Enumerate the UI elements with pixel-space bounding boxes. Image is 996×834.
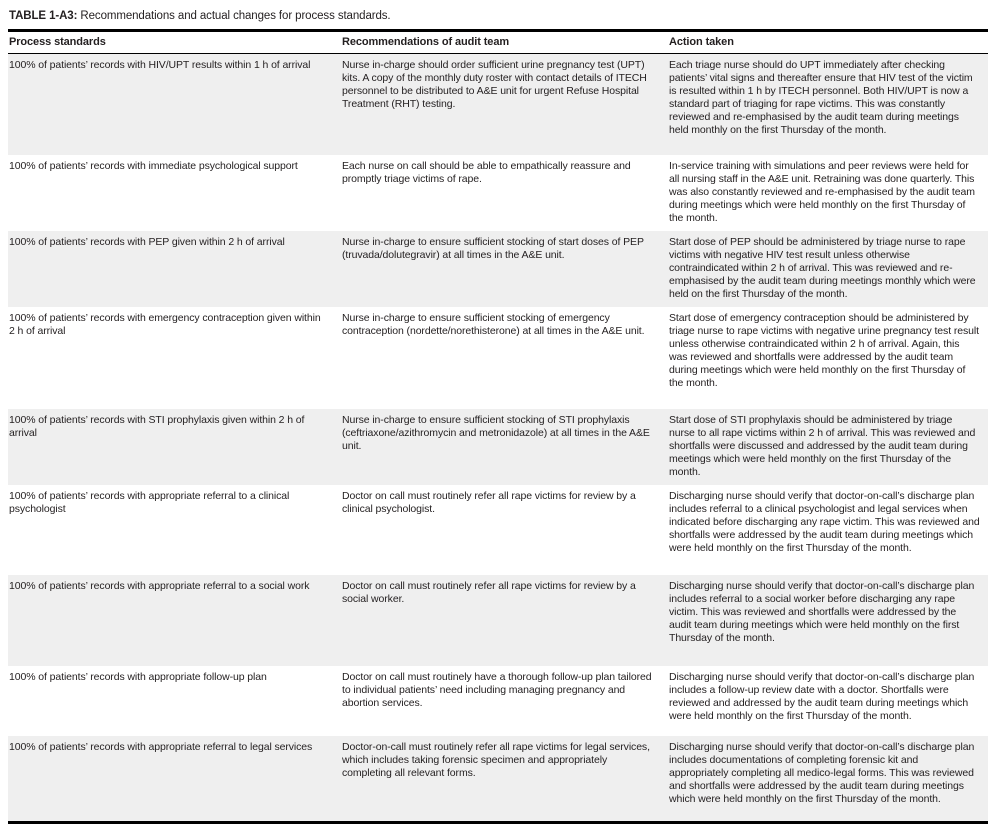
process-standard-cell: 100% of patients’ records with PEP given within 2 h of arrival: [9, 236, 285, 248]
recommendation-cell: Nurse in-charge to ensure sufficient stocking of start doses of PEP (truvada/dolutegravir) at all times in the A&E unit.: [342, 236, 644, 261]
action-taken-cell: Discharging nurse should verify that doctor-on-call’s discharge plan includes a follow-up review date with a doctor. Shortfalls were reviewed and addressed by the audit team during meetings which were held monthly on the first Thursday of the month.: [669, 671, 975, 722]
recommendation-cell: Doctor on call must routinely refer all rape victims for review by a clinical psychologist.: [342, 490, 636, 515]
table-row: [8, 666, 988, 736]
table-row: [8, 736, 988, 821]
action-taken-cell: Each triage nurse should do UPT immediately after checking patients’ vital signs and thereafter ensure that HIV test of the victim is resulted within 1 h by ITECH personnel. Both HIV/UPT is now a standard part of triaging for rape victims. This was constantly reviewed and re-emphasised by the audit team during meetings held monthly on the first Thursday of the month.: [669, 59, 973, 136]
action-taken-cell: Discharging nurse should verify that doctor-on-call’s discharge plan includes referral to a social worker before discharging any rape victim. This was reviewed and shortfalls were addressed by the audit team during meetings which were held monthly on the first Thursday of the month.: [669, 580, 975, 644]
action-taken-cell: Start dose of STI prophylaxis should be administered by triage nurse to all rape victims within 2 h of arrival. This was reviewed and shortfalls were discussed and addressed by the audit team during meetings which were held monthly on the first Thursday of the month.: [669, 414, 976, 478]
action-taken-cell: Start dose of PEP should be administered by triage nurse to rape victims with negative HIV test result unless otherwise contraindicated within 2 h of arrival. This was reviewed and re-emphasised by the audit team during meetings monthly which were held on the first Thursday of the month.: [669, 236, 976, 300]
process-standard-cell: 100% of patients’ records with appropriate referral to a clinical psychologist: [9, 490, 290, 515]
action-taken-cell: In-service training with simulations and peer reviews were held for all nursing staff in the A&E unit. Retraining was done quarterly. This was also constantly reviewed and re-emphasised by the audit team during meetings which were held monthly on the first Thursday of the month.: [669, 160, 975, 224]
process-standard-cell: 100% of patients’ records with STI prophylaxis given within 2 h of arrival: [9, 414, 305, 439]
table-row: [8, 231, 988, 307]
recommendation-cell: Each nurse on call should be able to empathically reassure and promptly triage victims of rape.: [342, 160, 631, 185]
table-caption-text: Recommendations and actual changes for process standards.: [77, 10, 391, 22]
recommendation-cell: Nurse in-charge to ensure sufficient stocking of STI prophylaxis (ceftriaxone/azithromycin and metronidazole) at all times in the A&E unit.: [342, 414, 650, 452]
action-taken-cell: Discharging nurse should verify that doctor-on-call’s discharge plan includes documentations of completing forensic kit and appropriately completing all medico-legal forms. This was reviewed and shortfalls were addressed by the audit team during meetings which were held monthly on the first Thursday of the month.: [669, 741, 975, 805]
recommendation-cell: Doctor on call must routinely have a thorough follow-up plan tailored to individual patients’ need including managing pregnancy and abortion services.: [342, 671, 652, 709]
process-standard-cell: 100% of patients’ records with immediate psychological support: [9, 160, 298, 172]
table-row: [8, 307, 988, 409]
recommendation-cell: Nurse in-charge should order sufficient urine pregnancy test (UPT) kits. A copy of the monthly duty roster with contact details of ITECH personnel to be distributed to A&E unit for urgent Refuse Hospital Treatment (RHT) testing.: [342, 59, 647, 110]
column-header-action-taken: Action taken: [669, 36, 734, 48]
column-header-process-standards: Process standards: [9, 36, 106, 48]
table-row: [8, 54, 988, 155]
table-1-a3: [8, 29, 988, 824]
action-taken-cell: Start dose of emergency contraception should be administered by triage nurse to rape victims with negative urine pregnancy test result unless otherwise contraindicated within 2 h of arrival. Again, this was reviewed and shortfalls were addressed by the audit team during meetings which were held monthly on the first Thursday of the month.: [669, 312, 979, 389]
process-standard-cell: 100% of patients’ records with appropriate follow-up plan: [9, 671, 267, 683]
process-standard-cell: 100% of patients’ records with emergency contraception given within 2 h of arrival: [9, 312, 321, 337]
action-taken-cell: Discharging nurse should verify that doctor-on-call’s discharge plan includes referral to a clinical psychologist and legal services when indicated before discharging any rape victim. This was reviewed and shortfalls were addressed by the audit team during meetings which were held monthly on the first Thursday of the month.: [669, 490, 980, 554]
table-row: [8, 155, 988, 231]
table-label: TABLE 1-A3:: [9, 10, 78, 22]
table-header-row: [8, 32, 988, 54]
table-row: [8, 485, 988, 575]
table-caption: [8, 6, 988, 29]
table-row: [8, 575, 988, 666]
column-header-recommendations: Recommendations of audit team: [342, 36, 510, 48]
recommendation-cell: Doctor on call must routinely refer all rape victims for review by a social worker.: [342, 580, 636, 605]
recommendation-cell: Doctor-on-call must routinely refer all rape victims for legal services, which includes taking forensic specimen and appropriately completing all relevant forms.: [342, 741, 650, 779]
table-row: [8, 409, 988, 485]
recommendation-cell: Nurse in-charge to ensure sufficient stocking of emergency contraception (nordette/norethisterone) at all times in the A&E unit.: [342, 312, 645, 337]
process-standard-cell: 100% of patients’ records with appropriate referral to a social work: [9, 580, 310, 592]
process-standard-cell: 100% of patients’ records with appropriate referral to legal services: [9, 741, 313, 753]
process-standard-cell: 100% of patients’ records with HIV/UPT results within 1 h of arrival: [9, 59, 311, 71]
